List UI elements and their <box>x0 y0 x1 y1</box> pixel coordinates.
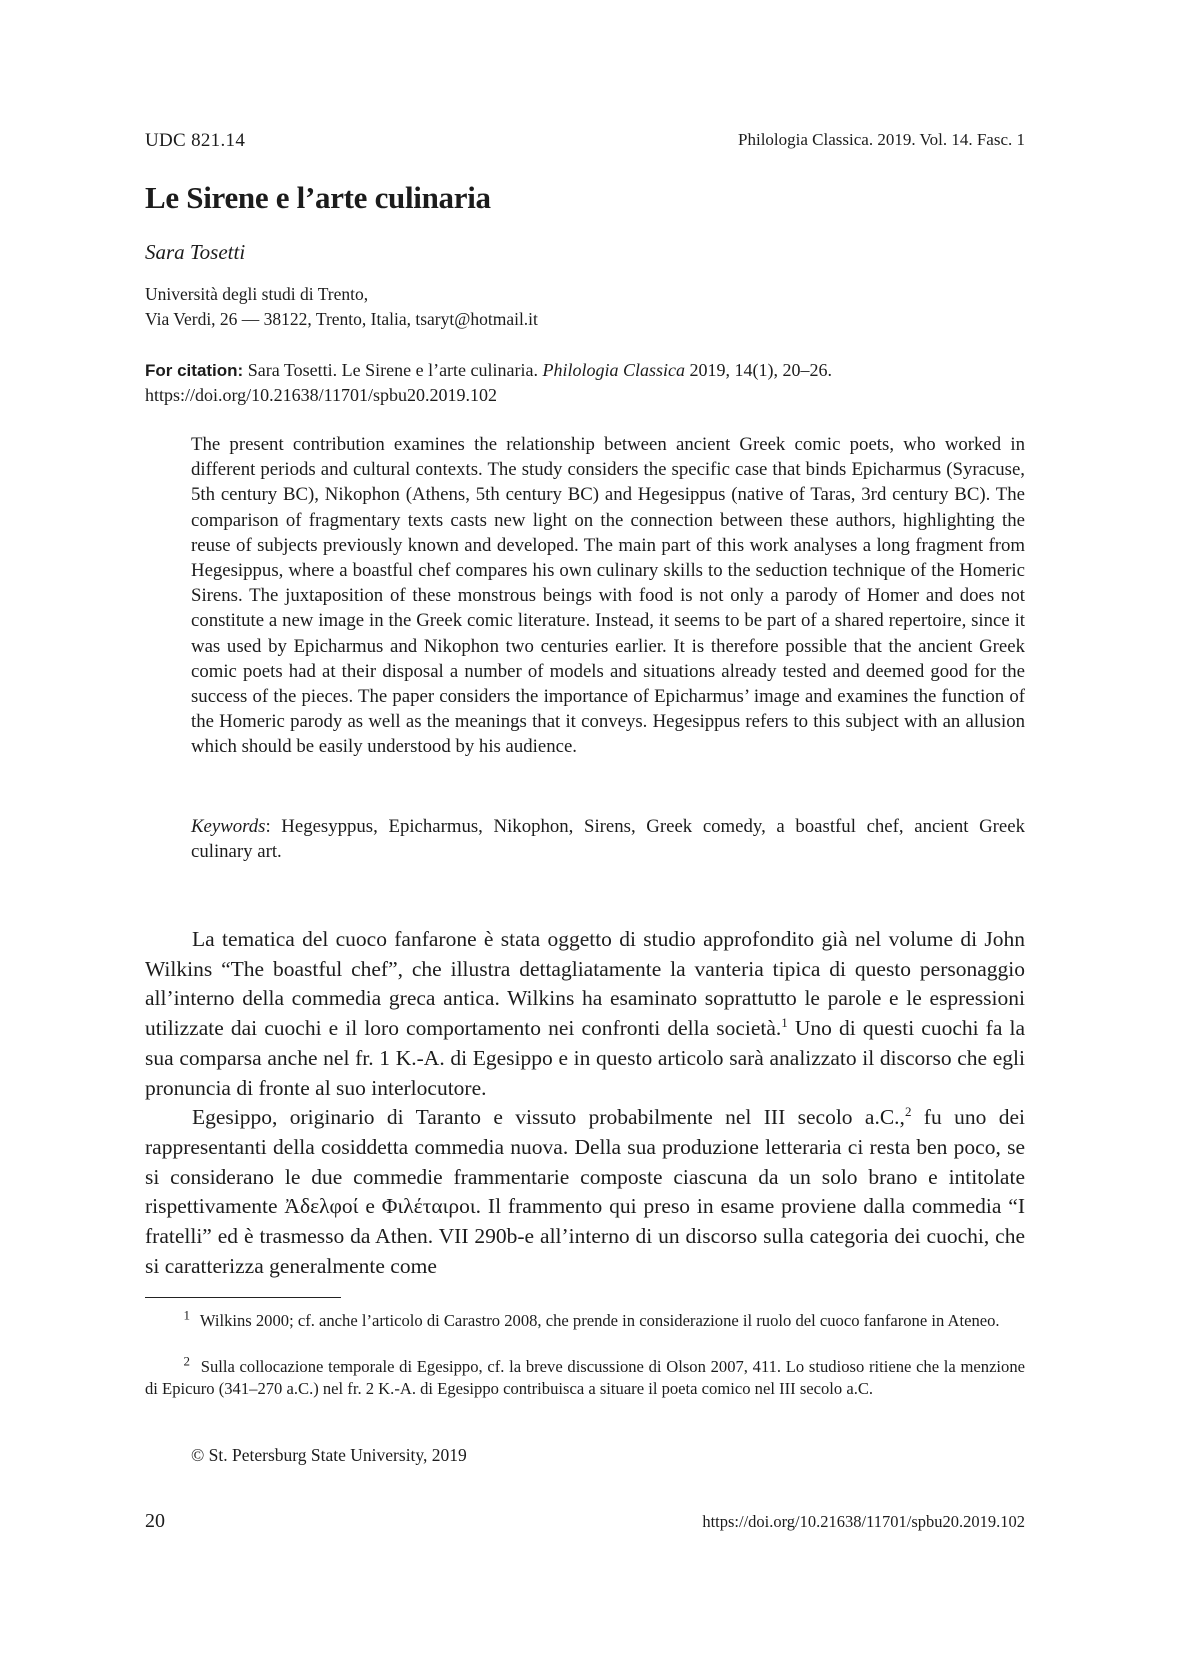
paragraph-2-text-cont: fu uno dei rappresentanti della cosiddetta commedia nuova. Della sua produzione letteraria ci resta ben poco, se si considerano le due commedie frammentarie composte ciascuna da un solo brano e intitolate rispettivamente Ἀδελφοί e Φιλέταιροι. Il frammento qui preso in esame proviene dalla commedia “I fratelli” ed è trasmesso da Athen. VII 290b-e all’interno di un discorso sulla categoria dei cuochi, che si caratterizza generalmente come <box>145 1105 1025 1278</box>
citation-journal: Philologia Classica <box>542 360 686 380</box>
footnote-1 <box>145 1307 1025 1332</box>
article-title: Le Sirene e l’arte culinaria <box>145 180 491 215</box>
footnote-ref-1[interactable]: 1 <box>781 1014 788 1030</box>
citation-block <box>145 358 1045 408</box>
paragraph-1 <box>145 925 1025 1103</box>
footnote-ref-2[interactable]: 2 <box>904 1104 912 1120</box>
footnote-2-number: 2 <box>183 1353 190 1369</box>
paragraph-2 <box>145 1103 1025 1281</box>
citation-text: Sara Tosetti. Le Sirene e l’arte culinaria. <box>243 360 543 380</box>
footnote-1-number: 1 <box>183 1307 190 1323</box>
citation-doi[interactable]: https://doi.org/10.21638/11701/spbu20.2019.102 <box>145 385 498 405</box>
footnote-2-text: Sulla collocazione temporale di Egesippo, cf. la breve discussione di Olson 2007, 411. Lo studioso ritiene che la menzione di Epicuro (341–270 a.C.) nel fr. 2 K.-A. di Egesippo contribuisca a situare il poeta comico nel III secolo a.C. <box>145 1357 1025 1398</box>
body-text <box>145 925 1025 1281</box>
keywords <box>191 814 1025 864</box>
paragraph-1-text: La tematica del cuoco fanfarone è stata oggetto di studio approfondito già nel volume di John Wilkins “The boastful chef”, che illustra dettagliatamente la vanteria tipica di questo personaggio all’interno della commedia greca antica. Wilkins ha esaminato soprattutto le parole e le espressioni utilizzate dai cuochi e il loro comportamento nei confronti della società. <box>145 927 1025 1041</box>
journal-header: Philologia Classica. 2019. Vol. 14. Fasc. 1 <box>738 130 1025 149</box>
copyright: © St. Petersburg State University, 2019 <box>191 1445 467 1465</box>
author-name: Sara Tosetti <box>145 240 246 264</box>
affiliation-line-2: Via Verdi, 26 — 38122, Trento, Italia, tsaryt@hotmail.it <box>145 309 538 329</box>
affiliation-line-1: Università degli studi di Trento, <box>145 284 369 304</box>
footnote-1-text: Wilkins 2000; cf. anche l’articolo di Carastro 2008, che prende in considerazione il ruolo del cuoco fanfarone in Ateneo. <box>196 1311 1000 1330</box>
udc-code: UDC 821.14 <box>145 130 246 151</box>
affiliation <box>145 282 538 332</box>
abstract: The present contribution examines the relationship between ancient Greek comic poets, who worked in different periods and cultural contexts. The study considers the specific case that binds Epicharmus (Syracuse, 5th century BC), Nikophon (Athens, 5th century BC) and Hegesippus (native of Taras, 3rd century BC). The comparison of fragmentary texts casts new light on the connection between these authors, highlighting the reuse of subjects previously known and developed. The main part of this work analyses a long fragment from Hegesippus, where a boastful chef compares his own culinary skills to the seduction technique of the Homeric Sirens. The juxtaposition of these monstrous beings with food is not only a parody of Homer and does not constitute a new image in the Greek comic literature. Instead, it seems to be part of a shared repertoire, since it was used by Epicharmus and Nikophon two centuries earlier. It is therefore possible that the ancient Greek comic poets had at their disposal a number of models and situations already tested and deemed good for the success of the pieces. The paper considers the importance of Epicharmus’ image and examines the function of the Homeric parody as well as the meanings that it conveys. Hegesippus refers to this subject with an allusion which should be easily understood by his audience. <box>191 434 1025 758</box>
footnote-divider <box>145 1297 341 1298</box>
keywords-list: : Hegesyppus, Epicharmus, Nikophon, Sirens, Greek comedy, a boastful chef, ancient Greek culinary art. <box>191 816 1025 863</box>
citation-label: For citation: <box>145 361 244 380</box>
footer-doi[interactable]: https://doi.org/10.21638/11701/spbu20.2019.102 <box>702 1512 1025 1531</box>
page-number: 20 <box>145 1510 165 1532</box>
paragraph-1-text-cont: Uno di questi cuochi fa la sua comparsa anche nel fr. 1 K.-A. di Egesippo e in questo articolo sarà analizzato il discorso che egli pronuncia di fronte al suo interlocutore. <box>145 1016 1025 1100</box>
keywords-label: Keywords <box>191 816 266 837</box>
footnote-2 <box>145 1353 1025 1399</box>
paragraph-2-text: Egesippo, originario di Taranto e vissuto probabilmente nel III secolo a.C., <box>192 1105 905 1130</box>
citation-text-end: 2019, 14(1), 20–26. <box>685 360 833 380</box>
